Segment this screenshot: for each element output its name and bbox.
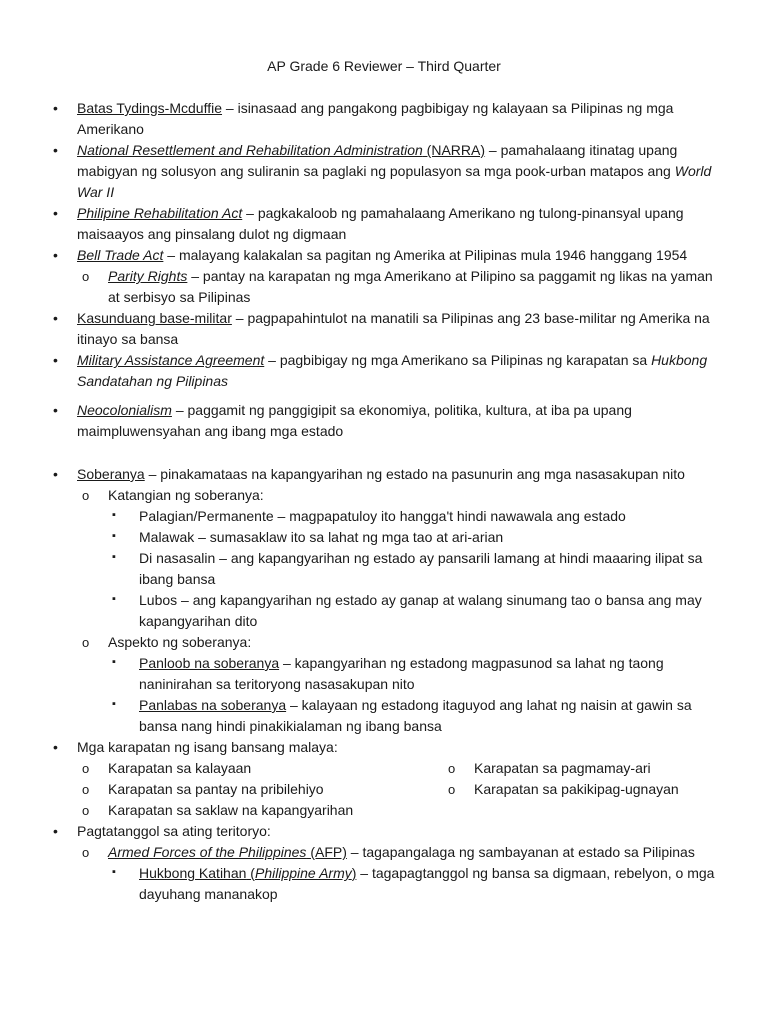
definition-parity-rights: – pantay na karapatan ng mga Amerikano at Pilipino sa paggamit ng likas na yaman at serbisyo sa Pilipinas <box>108 268 713 305</box>
list-item-panlabas <box>112 695 719 737</box>
karapatan-pakikipag-ugnayan: Karapatan sa pakikipag-ugnayan <box>474 781 679 797</box>
term-panloob: Panloob na soberanya <box>139 655 280 671</box>
definition-soberanya: – pinakamataas na kapangyarihan ng estado na pasunurin ang mga nasasakupan nito <box>144 466 685 482</box>
katangian-heading: Katangian ng soberanya: <box>108 487 264 503</box>
list-item-afp <box>82 842 720 863</box>
circle-bullet-icon: o <box>82 845 90 860</box>
bullet-icon: • <box>53 466 58 482</box>
bullet-icon: • <box>53 310 58 326</box>
aspekto-heading: Aspekto ng soberanya: <box>108 634 252 650</box>
list-item-tydings-mcduffie <box>53 98 737 140</box>
term-base-militar: Kasunduang base-militar <box>77 310 232 326</box>
katangian-malawak-text: Malawak – sumasaklaw ito sa lahat ng mga tao at ari-arian <box>139 529 504 545</box>
list-item-katangian-di-nasasalin <box>112 548 719 590</box>
list-item-panloob <box>112 653 719 695</box>
square-bullet-icon: ▪ <box>112 509 116 521</box>
square-bullet-icon: ▪ <box>112 593 116 605</box>
circle-bullet-icon: o <box>82 803 90 818</box>
karapatan-pantay-na-pribilehiyo: Karapatan sa pantay na pribilehiyo <box>108 781 324 797</box>
list-item-soberanya <box>53 464 737 485</box>
karapatan-saklaw-na-kapangyarihan: Karapatan sa saklaw na kapangyarihan <box>108 802 354 818</box>
list-item-neocolonialism <box>53 400 737 442</box>
reviewer-list <box>0 98 768 905</box>
definition-tydings-mcduffie: – isinasaad ang pangakong pagbibigay ng kalayaan sa Pilipinas ng mga Amerikano <box>77 100 674 137</box>
term-narra-abbr: (NARRA) <box>422 142 486 158</box>
term-hukbong-sandatahan: Hukbong Sandatahan ng Pilipinas <box>77 352 708 389</box>
term-hukbong-katihan-close: ) <box>351 865 357 881</box>
term-afp-abbr: (AFP) <box>306 844 347 860</box>
square-bullet-icon: ▪ <box>112 656 116 668</box>
pagtatanggol-heading: Pagtatanggol sa ating teritoryo: <box>77 823 271 839</box>
karapatan-pagmamay-ari: Karapatan sa pagmamay-ari <box>474 760 651 776</box>
bullet-icon: • <box>53 205 58 221</box>
circle-bullet-icon: o <box>82 635 90 650</box>
list-item-philippine-rehabilitation-act <box>53 203 737 245</box>
term-philippine-rehabilitation-act: Philipine Rehabilitation Act <box>77 205 243 221</box>
definition-afp: – tagapangalaga ng sambayanan at estado sa Pilipinas <box>346 844 695 860</box>
circle-bullet-icon: o <box>82 269 90 284</box>
list-item-base-militar <box>53 308 737 350</box>
circle-bullet-icon: o <box>82 761 90 776</box>
square-bullet-icon: ▪ <box>112 698 116 710</box>
circle-bullet-icon: o <box>82 488 90 503</box>
list-item-pagtatanggol <box>53 821 737 842</box>
page-title: AP Grade 6 Reviewer – Third Quarter <box>267 58 501 74</box>
square-bullet-icon: ▪ <box>112 530 116 542</box>
list-item-karapatan <box>53 737 737 758</box>
list-item-narra <box>53 140 737 203</box>
term-military-assistance-agreement: Military Assistance Agreement <box>77 352 265 368</box>
definition-bell-trade-act: – malayang kalakalan sa pagitan ng Amerika at Pilipinas mula 1946 hanggang 1954 <box>163 247 688 263</box>
circle-bullet-icon: o <box>448 782 456 797</box>
list-item-aspekto-heading <box>82 632 720 653</box>
bullet-icon: • <box>53 100 58 116</box>
katangian-palagian-text: Palagian/Permanente – magpapatuloy ito hangga't hindi nawawala ang estado <box>139 508 626 524</box>
bullet-icon: • <box>53 402 58 418</box>
bullet-icon: • <box>53 247 58 263</box>
circle-bullet-icon: o <box>82 782 90 797</box>
karapatan-heading: Mga karapatan ng isang bansang malaya: <box>77 739 338 755</box>
list-item-bell-trade-act <box>53 245 737 266</box>
definition-base-militar: – pagpapahintulot na manatili sa Pilipinas ang 23 base-militar ng Amerika na itinayo sa bansa <box>77 310 710 347</box>
term-tydings-mcduffie: Batas Tydings-Mcduffie <box>77 100 223 116</box>
term-hukbong-katihan: Hukbong Katihan <box>139 865 247 881</box>
bullet-icon: • <box>53 352 58 368</box>
square-bullet-icon: ▪ <box>112 866 116 878</box>
definition-hukbong-katihan: – tagapagtanggol ng bansa sa digmaan, rebelyon, o mga dayuhang mananakop <box>139 865 715 902</box>
term-hukbong-katihan-open: ( <box>246 865 255 881</box>
term-afp: Armed Forces of the Philippines <box>108 844 307 860</box>
list-item-parity-rights <box>82 266 720 308</box>
circle-bullet-icon: o <box>448 761 456 776</box>
list-item-katangian-heading <box>82 485 720 506</box>
list-item-katangian-malawak <box>112 527 719 548</box>
definition-panlabas: – kalayaan ng estadong itaguyod ang lahat ng naisin at gawin sa bansa nang hindi pinakikialaman ng ibang bansa <box>139 697 692 734</box>
term-narra: National Resettlement and Rehabilitation Administration <box>77 142 423 158</box>
katangian-lubos-text: Lubos – ang kapangyarihan ng estado ay ganap at walang sinumang tao o bansa ang may kapangyarihan dito <box>139 592 702 629</box>
bullet-icon: • <box>53 739 58 755</box>
karapatan-kalayaan: Karapatan sa kalayaan <box>108 760 252 776</box>
term-soberanya: Soberanya <box>77 466 145 482</box>
bullet-icon: • <box>53 142 58 158</box>
karapatan-row-3 <box>82 800 768 821</box>
term-panlabas: Panlabas na soberanya <box>139 697 287 713</box>
list-item-katangian-lubos <box>112 590 719 632</box>
bullet-icon: • <box>53 823 58 839</box>
list-item-hukbong-katihan <box>112 863 719 905</box>
list-item-military-assistance-agreement <box>53 350 737 392</box>
term-world-war-ii: World War II <box>77 163 712 200</box>
karapatan-row-1 <box>82 758 768 779</box>
definition-panloob: – kapangyarihan ng estadong magpasunod sa lahat ng taong naninirahan sa teritoryong nasasakupan nito <box>139 655 664 692</box>
term-neocolonialism: Neocolonialism <box>77 402 172 418</box>
term-bell-trade-act: Bell Trade Act <box>77 247 164 263</box>
definition-military-assistance-agreement: – pagbibigay ng mga Amerikano sa Pilipinas ng karapatan sa <box>264 352 652 368</box>
definition-neocolonialism: – paggamit ng panggigipit sa ekonomiya, politika, kultura, at iba pa upang maimpluwensyahan ang ibang mga estado <box>77 402 632 439</box>
definition-narra: – pamahalaang itinatag upang mabigyan ng solusyon ang suliranin sa paglaki ng populasyon sa mga pook-urban matapos ang <box>77 142 678 179</box>
karapatan-row-2 <box>82 779 768 800</box>
term-parity-rights: Parity Rights <box>108 268 188 284</box>
square-bullet-icon: ▪ <box>112 551 116 563</box>
term-philippine-army: Philippine Army <box>254 865 352 881</box>
definition-philippine-rehabilitation-act: – pagkakaloob ng pamahalaang Amerikano ng tulong-pinansyal upang maisaayos ang pinsalang dulot ng digmaan <box>77 205 684 242</box>
list-item-katangian-palagian <box>112 506 719 527</box>
katangian-di-nasasalin-text: Di nasasalin – ang kapangyarihan ng estado ay pansarili lamang at hindi maaaring ilipat sa ibang bansa <box>139 550 703 587</box>
